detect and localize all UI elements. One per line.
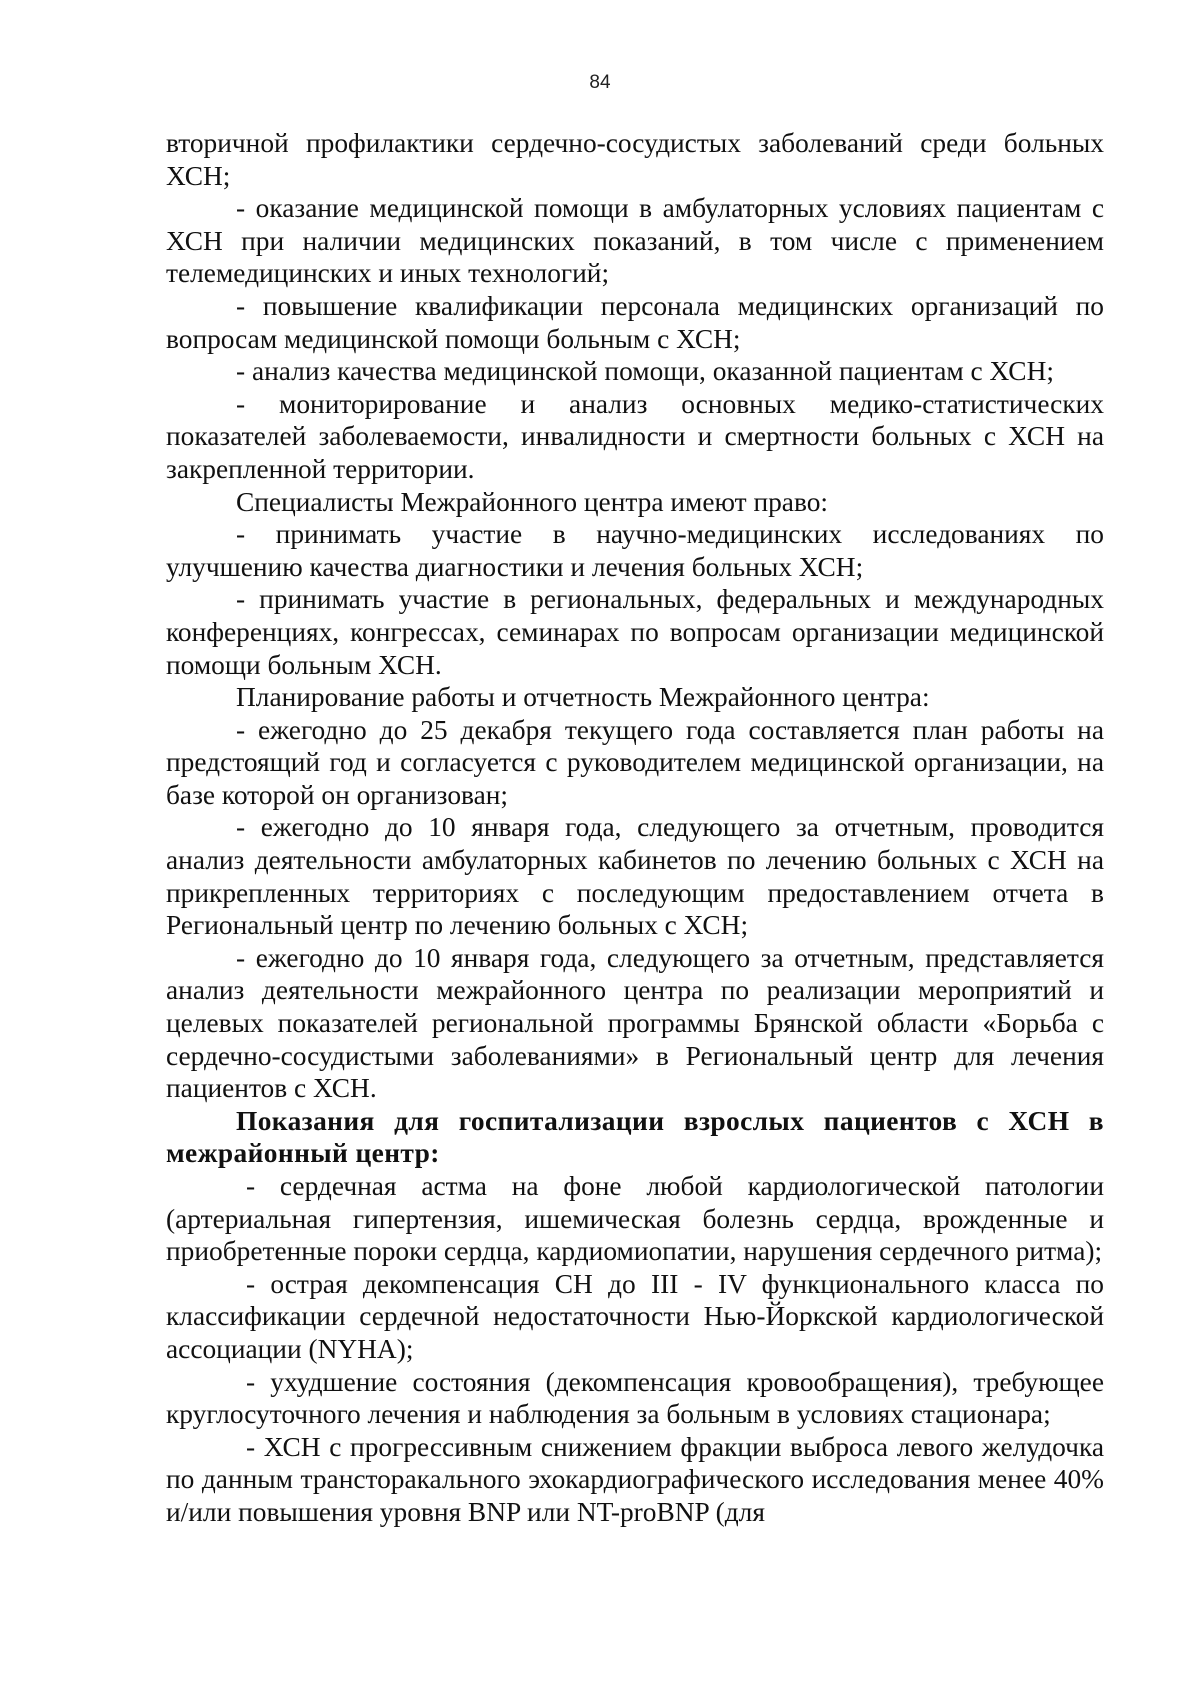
- list-item-staff-qualification: - повышение квалификации персонала медицинских организаций по вопросам медицинской помощи больным с ХСН;: [166, 290, 1104, 354]
- paragraph-specialists-rights: Специалисты Межрайонного центра имеют право:: [236, 486, 829, 517]
- list-item-center-report: - ежегодно до 10 января года, следующего за отчетным, представляется анализ деятельности межрайонного центра по реализации мероприятий и целевых показателей региональной программы Брянской области «Борьба с сердечно-сосудистыми заболеваниями» в Региональный центр для лечения пациентов с ХСН.: [166, 942, 1104, 1104]
- page-number: 84: [589, 72, 611, 93]
- list-item-research: - принимать участие в научно-медицинских исследованиях по улучшению качества диагностики и лечения больных ХСН;: [166, 519, 1104, 582]
- list-item-cardiac-asthma: - сердечная астма на фоне любой кардиологической патологии (артериальная гипертензия, ишемическая болезнь сердца, врожденные и приобретенные пороки сердца, кардиомиопатии, нарушения сердечного ритма);: [166, 1171, 1104, 1267]
- list-item-conferences: - принимать участие в региональных, федеральных и международных конференциях, конгрессах, семинарах по вопросам организации медицинской помощи больным ХСН.: [166, 584, 1104, 680]
- document-body: [166, 127, 1104, 1529]
- list-item-acute-decompensation: - острая декомпенсация СН до III - IV функционального класса по классификации сердечной недостаточности Нью-Йоркской кардиологической ассоциации (NYHA);: [166, 1268, 1104, 1364]
- list-item-monitoring: - мониторирование и анализ основных медико-статистических показателей заболеваемости, инвалидности и смертности больных с ХСН на закрепленной территории.: [166, 388, 1104, 484]
- list-item-work-plan: - ежегодно до 25 декабря текущего года составляется план работы на предстоящий год и согласуется с руководителем медицинской организации, на базе которой он организован;: [166, 714, 1104, 810]
- list-item-quality-analysis: - анализ качества медицинской помощи, оказанной пациентам с ХСН;: [236, 356, 1054, 387]
- list-item-condition-worsening: - ухудшение состояния (декомпенсация кровообращения), требующее круглосуточного лечения и наблюдения за больным в условиях стационара;: [166, 1366, 1104, 1430]
- paragraph-continuation: вторичной профилактики сердечно-сосудистых заболеваний среди больных ХСН;: [166, 128, 1104, 191]
- list-item-cabinet-analysis: - ежегодно до 10 января года, следующего за отчетным, проводится анализ деятельности амбулаторных кабинетов по лечению больных с ХСН на прикрепленных территориях с последующим предоставлением отчета в Региональный центр по лечению больных с ХСН;: [166, 812, 1104, 941]
- section-heading-hospitalization: Показания для госпитализации взрослых пациентов с ХСН в межрайонный центр:: [166, 1105, 1104, 1169]
- list-item-outpatient-care: - оказание медицинской помощи в амбулаторных условиях пациентам с ХСН при наличии медицинских показаний, в том числе с применением телемедицинских и иных технологий;: [166, 193, 1104, 289]
- list-item-ejection-fraction: - ХСН с прогрессивным снижением фракции выброса левого желудочка по данным трансторакального эхокардиографического исследования менее 40% и/или повышения уровня BNP или NT-proBNP (для: [166, 1431, 1104, 1527]
- paragraph-planning: Планирование работы и отчетность Межрайонного центра:: [236, 682, 930, 713]
